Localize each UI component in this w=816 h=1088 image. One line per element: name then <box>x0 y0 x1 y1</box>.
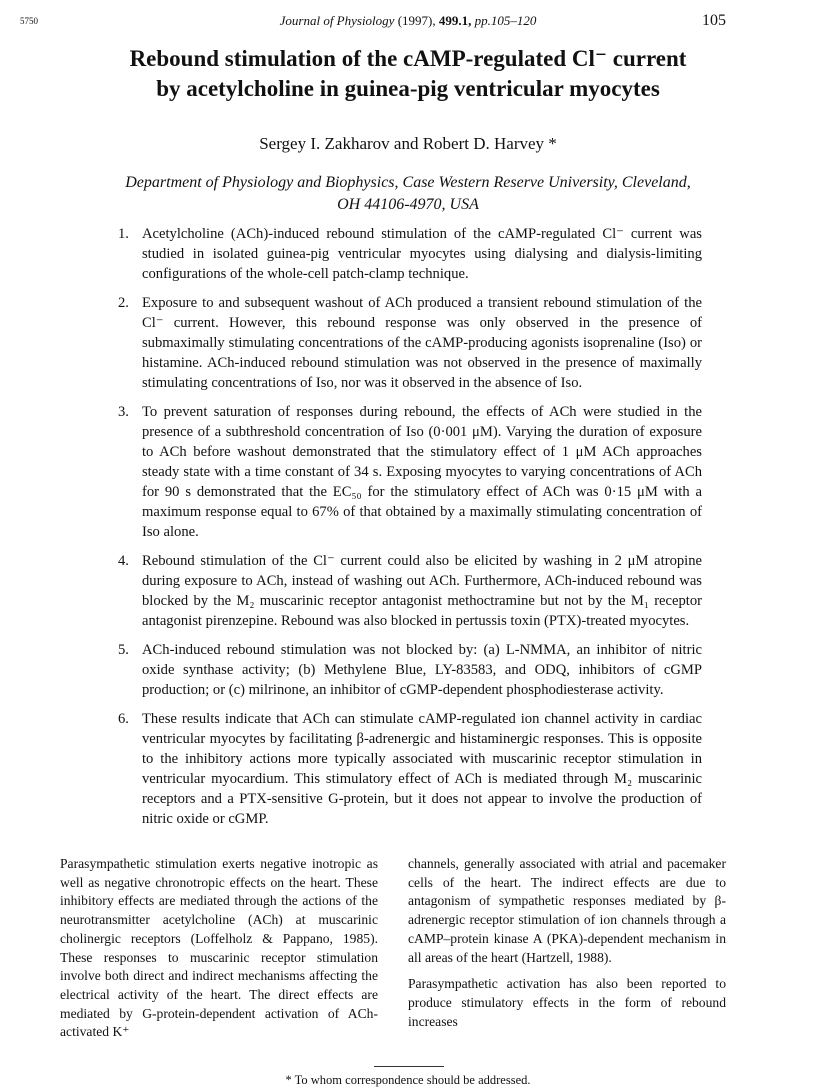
abstract <box>118 224 702 829</box>
abstract-item <box>118 224 702 284</box>
journal-pages: pp.105–120 <box>474 13 537 28</box>
journal-year: (1997), <box>397 13 436 28</box>
body-columns <box>60 855 726 1050</box>
item-number: 6. <box>118 711 129 727</box>
item-number: 1. <box>118 226 129 242</box>
item-text: These results indicate that ACh can stimulate cAMP-regulated ion channel activity in cardiac ventricular myocytes by facilitating β-adrenergic and histaminergic responses. This is opposite to the inhibitory actions more typically associated with muscarinic receptor stimulation in ventricular myocardium. This stimulatory effect of ACh is mediated through M₂ muscarinic receptors and a PTX-sensitive G-protein, but it does not appear to involve the production of nitric oxide or cGMP. <box>142 711 702 827</box>
paper-title <box>0 44 816 104</box>
item-number: 5. <box>118 642 129 658</box>
page-body <box>0 224 816 1088</box>
abstract-item <box>118 551 702 631</box>
affiliation-line: Department of Physiology and Biophysics, Case Western Reserve University, Cleveland, <box>125 174 691 191</box>
body-column-left <box>60 855 378 1050</box>
title-line: Rebound stimulation of the cAMP-regulated Cl⁻ current <box>129 46 687 71</box>
item-number: 3. <box>118 404 129 420</box>
item-text: ACh-induced rebound stimulation was not blocked by: (a) L-NMMA, an inhibitor of nitric oxide synthase activity; (b) Methylene Blue, LY-83583, and ODQ, inhibitors of cGMP production; or (c) milrinone, an inhibitor of cGMP-dependent phosphodiesterase activity. <box>142 642 702 698</box>
affiliation-line: OH 44106-4970, USA <box>337 196 479 213</box>
item-text: Exposure to and subsequent washout of ACh produced a transient rebound stimulation of the Cl⁻ current. However, this rebound response was only observed in the presence of submaximally stimulating concentrations of the cAMP-producing agonists isoprenaline (Iso) or histamine. ACh-induced rebound stimulation was not observed in the presence of maximally stimulating concentrations of Iso, nor was it observed in the absence of Iso. <box>142 295 702 391</box>
affiliation <box>0 172 816 216</box>
item-text: Rebound stimulation of the Cl⁻ current could also be elicited by washing in 2 μM atropine during exposure to ACh, instead of washing out ACh. Furthermore, ACh-induced rebound was blocked by the M₂ muscarinic receptor antagonist methoctramine but not by the M₁ receptor antagonist pirenzepine. Rebound was also blocked in pertussis toxin (PTX)-treated myocytes. <box>142 553 702 629</box>
body-paragraph: Parasympathetic stimulation exerts negative inotropic as well as negative chronotropic effects on the heart. These inhibitory effects are mediated through the actions of the neurotransmitter acetylcholine (ACh) at muscarinic cholinergic receptors (Loffelholz & Pappano, 1985). These responses to muscarinic receptor stimulation involve both direct and indirect mechanisms affecting the electrical activity of the heart. The direct effects are mediated by G-protein-dependent activation of ACh-activated K⁺ <box>60 856 378 1040</box>
item-number: 4. <box>118 553 129 569</box>
body-paragraph: Parasympathetic activation has also been reported to produce stimulatory effects in the form of rebound increases <box>408 976 726 1029</box>
item-text: Acetylcholine (ACh)-induced rebound stimulation of the cAMP-regulated Cl⁻ current was studied in isolated guinea-pig ventricular myocytes using dialysing and dialysis-limiting configurations of the whole-cell patch-clamp technique. <box>142 226 702 282</box>
body-column-right <box>408 855 726 1039</box>
abstract-item <box>118 640 702 700</box>
item-number: 2. <box>118 295 129 311</box>
footnote-divider <box>374 1066 444 1067</box>
item-text: To prevent saturation of responses during rebound, the effects of ACh were studied in the presence of a subthreshold concentration of Iso (0·001 μM). Varying the duration of exposure to ACh before washout demonstrated that the stimulatory effect of 1 μM ACh approaches steady state with a time constant of 34 s. Exposing myocytes to varying concentrations of ACh for 90 s demonstrated that the EC₅₀ for the stimulatory effect of ACh was 0·15 μM with a maximum response equal to 67% of that obtained by a maximally stimulating concentration of Iso alone. <box>142 404 702 540</box>
journal-name: Journal of Physiology <box>279 13 395 28</box>
page-code: 5750 <box>20 16 38 26</box>
page-number: 105 <box>702 12 726 29</box>
abstract-item <box>118 709 702 829</box>
journal-volume: 499.1, <box>438 13 472 28</box>
authors: Sergey I. Zakharov and Robert D. Harvey * <box>259 134 557 153</box>
abstract-item <box>118 402 702 542</box>
footnote: * To whom correspondence should be addressed. <box>285 1073 531 1088</box>
title-line: by acetylcholine in guinea-pig ventricular myocytes <box>156 76 660 101</box>
body-paragraph: channels, generally associated with atrial and pacemaker cells of the heart. The indirect effects are due to antagonism of sympathetic responses mediated by β-adrenergic receptor stimulation of ion channels through a cAMP–protein kinase A (PKA)-dependent mechanism in all areas of the heart (Hartzell, 1988). <box>408 856 726 965</box>
running-header <box>230 13 586 29</box>
abstract-item <box>118 293 702 393</box>
